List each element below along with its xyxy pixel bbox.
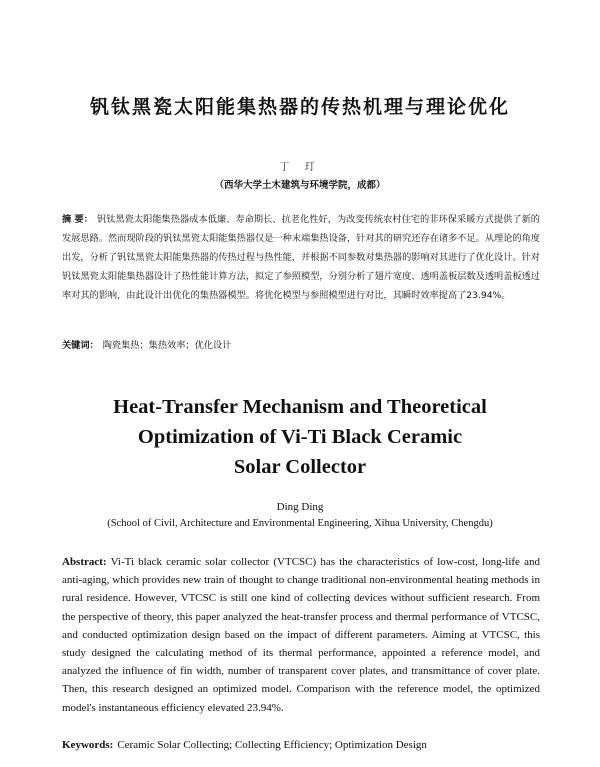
english-affiliation: (School of Civil, Architecture and Environmental Engineering, Xihua University, Chengdu): [107, 518, 493, 529]
chinese-keywords: [62, 338, 540, 354]
english-abstract-label: Abstract:: [62, 556, 107, 568]
english-keywords: [62, 737, 540, 753]
chinese-abstract-label: 摘 要：: [62, 214, 93, 225]
chinese-keywords-text: 陶瓷集热；集热效率；优化设计: [102, 340, 232, 351]
english-abstract-text: Vi-Ti black ceramic solar collector (VTCSC) has the characteristics of low-cost, long-life and anti-aging, which provides new train of thought to change traditional non-environmental heating methods in rural residence. However, VTCSC is still one kind of collecting devices without sufficient research. From the perspective of theory, this paper analyzed the heat-transfer process and thermal performance of VTCSC, and conducted optimization design based on the impact of different parameters. Aiming at VTCSC, this study designed the calculating method of its thermal performance, appointed a reference model, and analyzed the influence of fin width, number of transparent cover plates, and transmittance of cover plate. Then, this research designed an optimized model. Comparison with the reference model, the optimized model's instantaneous efficiency elevated 23.94%.: [62, 556, 540, 714]
english-title-line: Optimization of Vi-Ti Black Ceramic: [137, 426, 463, 448]
english-abstract: [62, 553, 540, 717]
english-title-line: Heat-Transfer Mechanism and Theoretical: [113, 396, 487, 418]
chinese-author: 丁 玎: [279, 162, 321, 173]
chinese-keywords-label: 关键词：: [62, 340, 99, 351]
english-keywords-text: Ceramic Solar Collecting; Collecting Efficiency; Optimization Design: [117, 739, 427, 751]
english-keywords-label: Keywords:: [62, 739, 114, 751]
english-author: Ding Ding: [276, 501, 324, 513]
chinese-abstract: [62, 210, 540, 305]
english-title-line: Solar Collector: [233, 456, 367, 478]
english-title: [0, 392, 600, 482]
chinese-title: 钒钛黑瓷太阳能集热器的传热机理与理论优化: [89, 96, 510, 118]
chinese-affiliation: （西华大学土木建筑与环境学院，成都）: [214, 180, 386, 191]
chinese-abstract-text: 钒钛黑瓷太阳能集热器成本低廉、寿命期长、抗老化性好，为改变传统农村住宅的非环保采暖方式提供了新的发展思路。然而现阶段的钒钛黑瓷太阳能集热器仅是一种末端集热设备，针对其的研究还存在诸多不足。从理论的角度出发，分析了钒钛黑瓷太阳能集热器的传热过程与热性能，并根据不同参数对集热器的影响对其进行了优化设计。针对钒钛黑瓷太阳能集热器设计了热性能计算方法，拟定了参照模型，分别分析了翅片宽度、透明盖板层数及透明盖板透过率对其的影响，由此设计出优化的集热器模型。将优化模型与参照模型进行对比，其瞬时效率提高了23.94%。: [62, 214, 540, 301]
